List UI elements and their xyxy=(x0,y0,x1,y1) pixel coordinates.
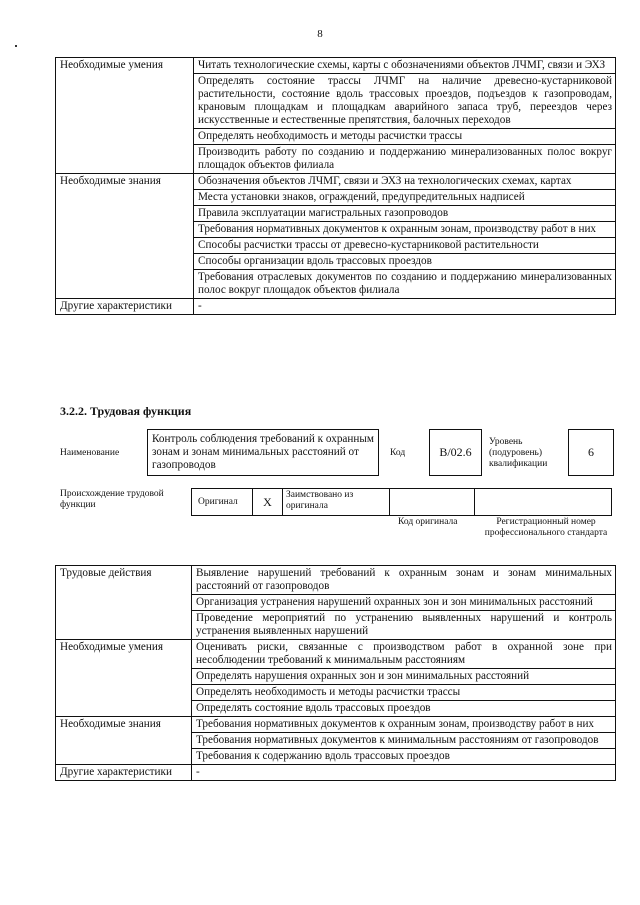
other-item: - xyxy=(194,299,616,315)
function-name: Контроль соблюдения требований к охранным зонам и зонам минимальных расстояний от газопроводов xyxy=(152,433,374,471)
original-label: Оригинал xyxy=(198,496,238,507)
requirements-table-2 xyxy=(55,565,616,781)
original-mark-cell xyxy=(252,488,283,516)
level-box xyxy=(568,429,614,476)
knowledge-item: Способы расчистки трассы от древесно-кустарниковой растительности xyxy=(194,238,616,254)
borrowed-cell xyxy=(282,488,390,516)
code-original-label: Код оригинала xyxy=(398,517,458,527)
row-label-other: Другие характеристики xyxy=(56,299,194,315)
skill-item: Производить работу по созданию и поддержанию минерализованных полос вокруг площадок объектов филиала xyxy=(194,145,616,174)
requirements-table-1 xyxy=(55,57,616,315)
action-item: Проведение мероприятий по устранению выявленных нарушений и контроль устранения выявленных нарушений xyxy=(192,611,616,640)
original-cell xyxy=(191,488,253,516)
knowledge-item: Способы организации вдоль трассовых проездов xyxy=(194,254,616,270)
borrowed-label: Заимствовано из оригинала xyxy=(286,490,354,511)
knowledge-item: Требования к содержанию вдоль трассовых проездов xyxy=(192,749,616,765)
reg-number-label: Регистрационный номер профессионального стандарта xyxy=(484,517,608,538)
skill-item: Определять нарушения охранных зон и зон минимальных расстояний xyxy=(192,669,616,685)
knowledge-item: Места установки знаков, ограждений, предупредительных надписей xyxy=(194,190,616,206)
code-box xyxy=(429,429,482,476)
row-label-actions: Трудовые действия xyxy=(56,566,192,640)
level-value: 6 xyxy=(588,445,594,459)
skill-item: Определять состояние вдоль трассовых проездов xyxy=(192,701,616,717)
knowledge-item: Требования нормативных документов к охранным зонам, производству работ в них xyxy=(194,222,616,238)
row-label-skills: Необходимые умения xyxy=(56,58,194,174)
page-number: 8 xyxy=(317,28,323,40)
original-mark: X xyxy=(263,494,272,509)
scan-speck xyxy=(15,45,17,47)
origin-row xyxy=(191,488,612,516)
knowledge-item: Требования нормативных документов к охранным зонам, производству работ в них xyxy=(192,717,616,733)
action-item: Организация устранения нарушений охранных зон и зон минимальных расстояний xyxy=(192,595,616,611)
skill-item: Оценивать риски, связанные с производством работ в охранной зоне при несоблюдении требований к минимальным расстояниям xyxy=(192,640,616,669)
skill-item: Определять необходимость и методы расчистки трассы xyxy=(194,129,616,145)
function-name-box xyxy=(147,429,379,476)
section-title: 3.2.2. Трудовая функция xyxy=(60,404,192,418)
code-original-cell xyxy=(389,488,475,516)
knowledge-item: Требования нормативных документов к минимальным расстояниям от газопроводов xyxy=(192,733,616,749)
row-label-knowledge: Необходимые знания xyxy=(56,717,192,765)
reg-number-cell xyxy=(474,488,612,516)
action-item: Выявление нарушений требований к охранным зонам и зонам минимальных расстояний от газопроводов xyxy=(192,566,616,595)
knowledge-item: Требования отраслевых документов по созданию и поддержанию минерализованных полос вокруг площадок объектов филиала xyxy=(194,270,616,299)
code-value: B/02.6 xyxy=(439,445,472,459)
row-label-skills: Необходимые умения xyxy=(56,640,192,717)
level-label: Уровень (подуровень) квалификации xyxy=(489,437,548,469)
origin-label: Происхождение трудовой функции xyxy=(60,489,164,510)
name-label: Наименование xyxy=(60,448,120,458)
row-label-knowledge: Необходимые знания xyxy=(56,174,194,299)
other-item: - xyxy=(192,765,616,781)
skill-item: Определять состояние трассы ЛЧМГ на наличие древесно-кустарниковой растительности, состояние вдоль трассовых проездов, подъездов к газопроводам, крановым площадкам и площадкам аварийного запаса труб, переездов через искусственные и естественные препятствия, балочных переходов xyxy=(194,74,616,129)
code-label: Код xyxy=(390,448,406,458)
knowledge-item: Правила эксплуатации магистральных газопроводов xyxy=(194,206,616,222)
skill-item: Определять необходимость и методы расчистки трассы xyxy=(192,685,616,701)
row-label-other: Другие характеристики xyxy=(56,765,192,781)
knowledge-item: Обозначения объектов ЛЧМГ, связи и ЭХЗ на технологических схемах, картах xyxy=(194,174,616,190)
skill-item: Читать технологические схемы, карты с обозначениями объектов ЛЧМГ, связи и ЭХЗ xyxy=(194,58,616,74)
